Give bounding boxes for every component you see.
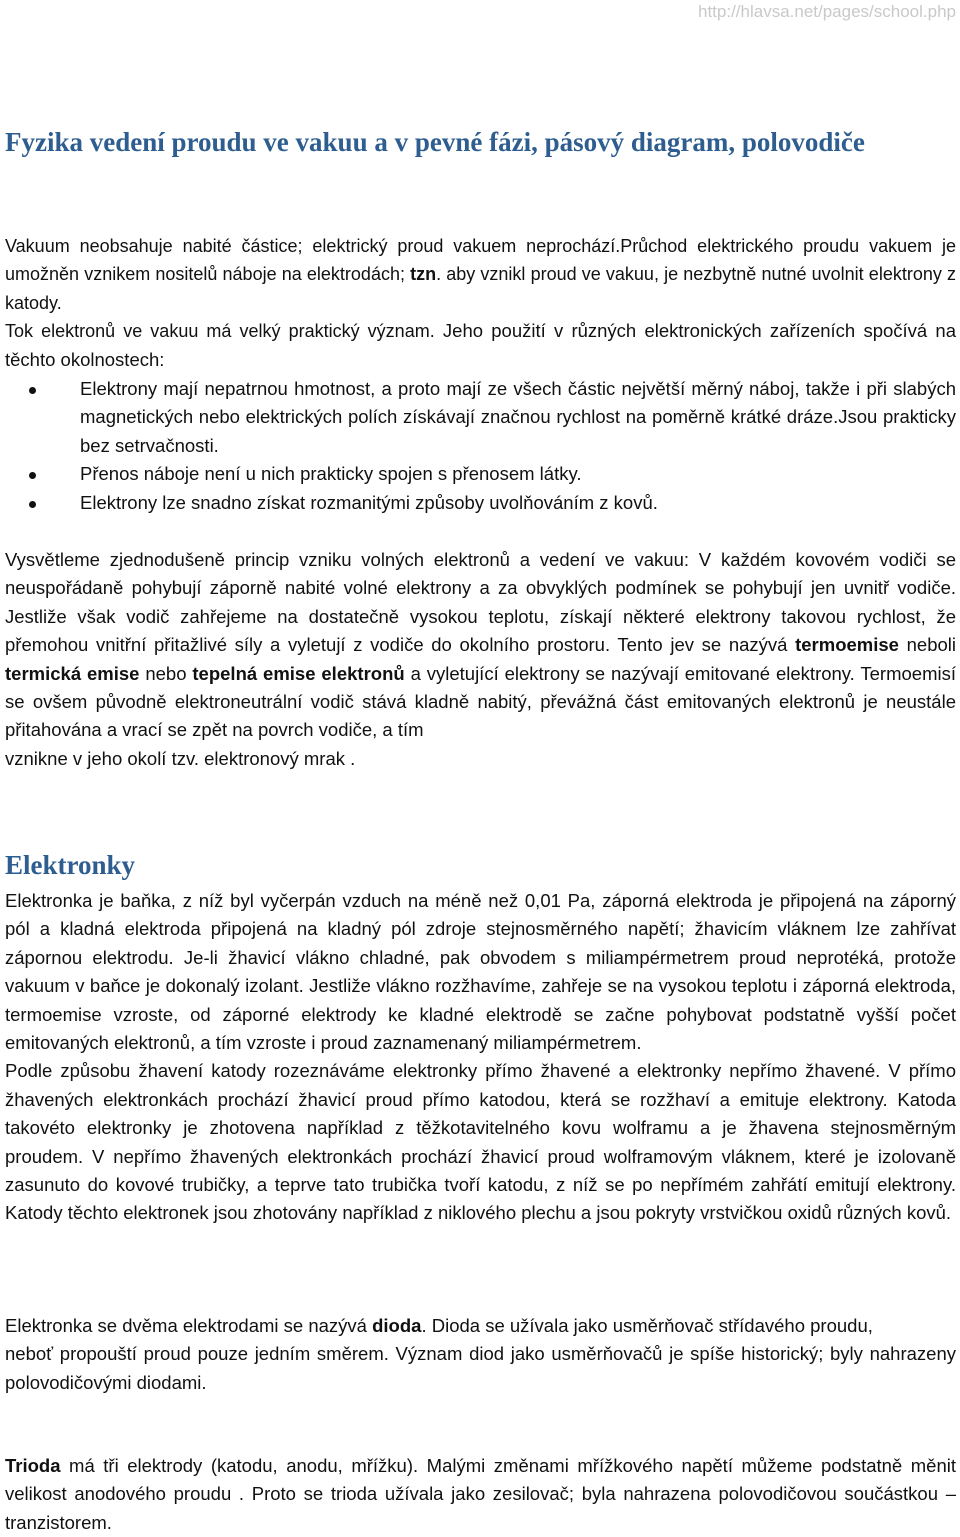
explanation-paragraph [5,546,956,745]
explanation-text-c: neboli [898,634,956,656]
explanation-text-g: a vyletující elektrony se nazývají emitované elektrony. Termoemisí se ovšem původně elektroneutrální vodič stává kladně nabitý, převážná část emitovaných elektronů je neustále přitahována a vrací se zpět na povrch vodiče, a tím [5,662,956,741]
term-termoemise: termoemise [795,634,899,656]
trioda-block [5,1452,956,1537]
term-trioda: Trioda [5,1455,61,1476]
intro-text-1c: . aby vznikl proud ve vakuu, je nezbytně nutné uvolnit elektrony z katody. [5,264,956,313]
list-item: Přenos náboje není u nich prakticky spojen s přenosem látky. [5,460,956,488]
intro-block [5,232,956,374]
elektronky-paragraph-2: Podle způsobu žhavení katody rozeznáváme elektronky přímo žhavené a elektronky nepřímo žhavené. V přímo žhavených elektronkách prochází žhavicí proud přímo katodou, která se rozžhaví a emituje elektrony. Katoda takovéto elektronky je zhotovena například z těžkotavitelného kovu wolframu a je žhavena stejnosměrným proudem. V nepřímo žhavených elektronkách prochází žhavicí proud wolframovým vláknem, které je izolovaně zasunuto do kovové trubičky, a teprve tato trubička tvoří katodu, z níž se po nepřímém zahřátí emitují elektrony. Katody těchto elektronek jsou zhotovány například z niklového plechu a jsou pokryty vrstvičkou oxidů různých kovů. [5,1060,956,1224]
explanation-last-line: vznikne v jeho okolí tzv. elektronový mrak . [5,747,356,769]
source-url: http://hlavsa.net/pages/school.php [697,2,956,21]
intro-text-2b: Jeho použití v různých elektronických zařízeních spočívá na těchto okolnostech: [5,320,956,370]
explanation-text-e: nebo [139,662,193,684]
term-termicka-emise: termická emise [5,662,140,684]
property-list [5,375,956,517]
dioda-text-c: . Dioda se užívala jako usměrňovač střídavého proudu, [421,1315,873,1336]
intro-text-2a: Tok elektronů ve vakuu má velký praktický význam. [5,321,435,342]
elektronky-block [5,887,956,1228]
list-item: Elektrony mají nepatrnou hmotnost, a proto mají ze všech částic největší měrný náboj, takže i při slabých magnetických nebo elektrických polích získávají značnou rychlost na poměrně krátké dráze.Jsou prakticky bez setrvačnosti. [5,375,956,460]
term-dioda: dioda [372,1315,422,1336]
dioda-block [5,1312,956,1397]
explanation-text-a: Vysvětleme zjednodušeně princip vzniku volných elektronů a vedení ve vakuu: V každém kovovém vodiči se neuspořádaně pohybují záporně nabité volné elektrony a za obvyklých podmínek se pohybují jen uvnitř vodiče. Jestliže však vodič zahřejeme na dostatečně vysokou teplotu, získají některé elektrony takovou rychlost, že přemohou vnitřní přitažlivé síly a vyletují z vodiče do okolního prostoru. Tento jev se nazývá [5,549,956,656]
dioda-paragraph-2: neboť propouští proud pouze jedním směrem. Význam diod jako usměrňovačů je spíše historický; byly nahrazeny polovodičovými diodami. [5,1343,956,1393]
intro-text-1b-bold: tzn [410,264,437,285]
dioda-text-a: Elektronka se dvěma elektrodami se nazývá [5,1315,373,1336]
dioda-paragraph [5,1312,956,1340]
trioda-text: má tři elektrody (katodu, anodu, mřížku). Malými změnami mřížkového napětí můžeme podstatně měnit velikost anodového proudu . Proto se trioda užívala jako zesilovač; byla nahrazena polovodičovou součástkou – tranzistorem. [5,1455,956,1533]
term-tepelna-emise: tepelná emise elektronů [192,662,405,684]
explanation-block [5,546,956,773]
intro-paragraph-2 [5,317,956,374]
trioda-paragraph [5,1452,956,1537]
intro-paragraph-1 [5,232,956,317]
page-title: Fyzika vedení proudu ve vakuu a v pevné fázi, pásový diagram, polovodiče [5,127,865,157]
intro-text-1a: Vakuum neobsahuje nabité částice; elektrický proud vakuem neprochází.Průchod elektrického proudu vakuem je umožněn vznikem nositelů náboje na elektrodách; [5,236,956,285]
list-item: Elektrony lze snadno získat rozmanitými způsoby uvolňováním z kovů. [5,489,956,517]
elektronky-paragraph-1: Elektronka je baňka, z níž byl vyčerpán vzduch na méně než 0,01 Pa, záporná elektroda je připojená na záporný pól a kladná elektroda připojená na kladný pól zdroje stejnosměrného napětí; žhavicím vláknem lze zahřívat zápornou elektrodu. Je-li žhavicí vlákno chladné, pak obvodem s miliampérmetrem proud neprotéká, protože vakuum v baňce je dokonalý izolant. Jestliže vlákno rozžhavíme, zahřeje se na vysokou teplotu i záporná elektroda, termoemise vzroste, od záporné elektrody ke kladné elektrodě se začne pohybovat podstatně vyšší počet emitovaných elektronů, a tím vzroste i proud zaznamenaný miliampérmetrem. [5,890,956,1054]
section-heading-elektronky: Elektronky [5,850,136,880]
